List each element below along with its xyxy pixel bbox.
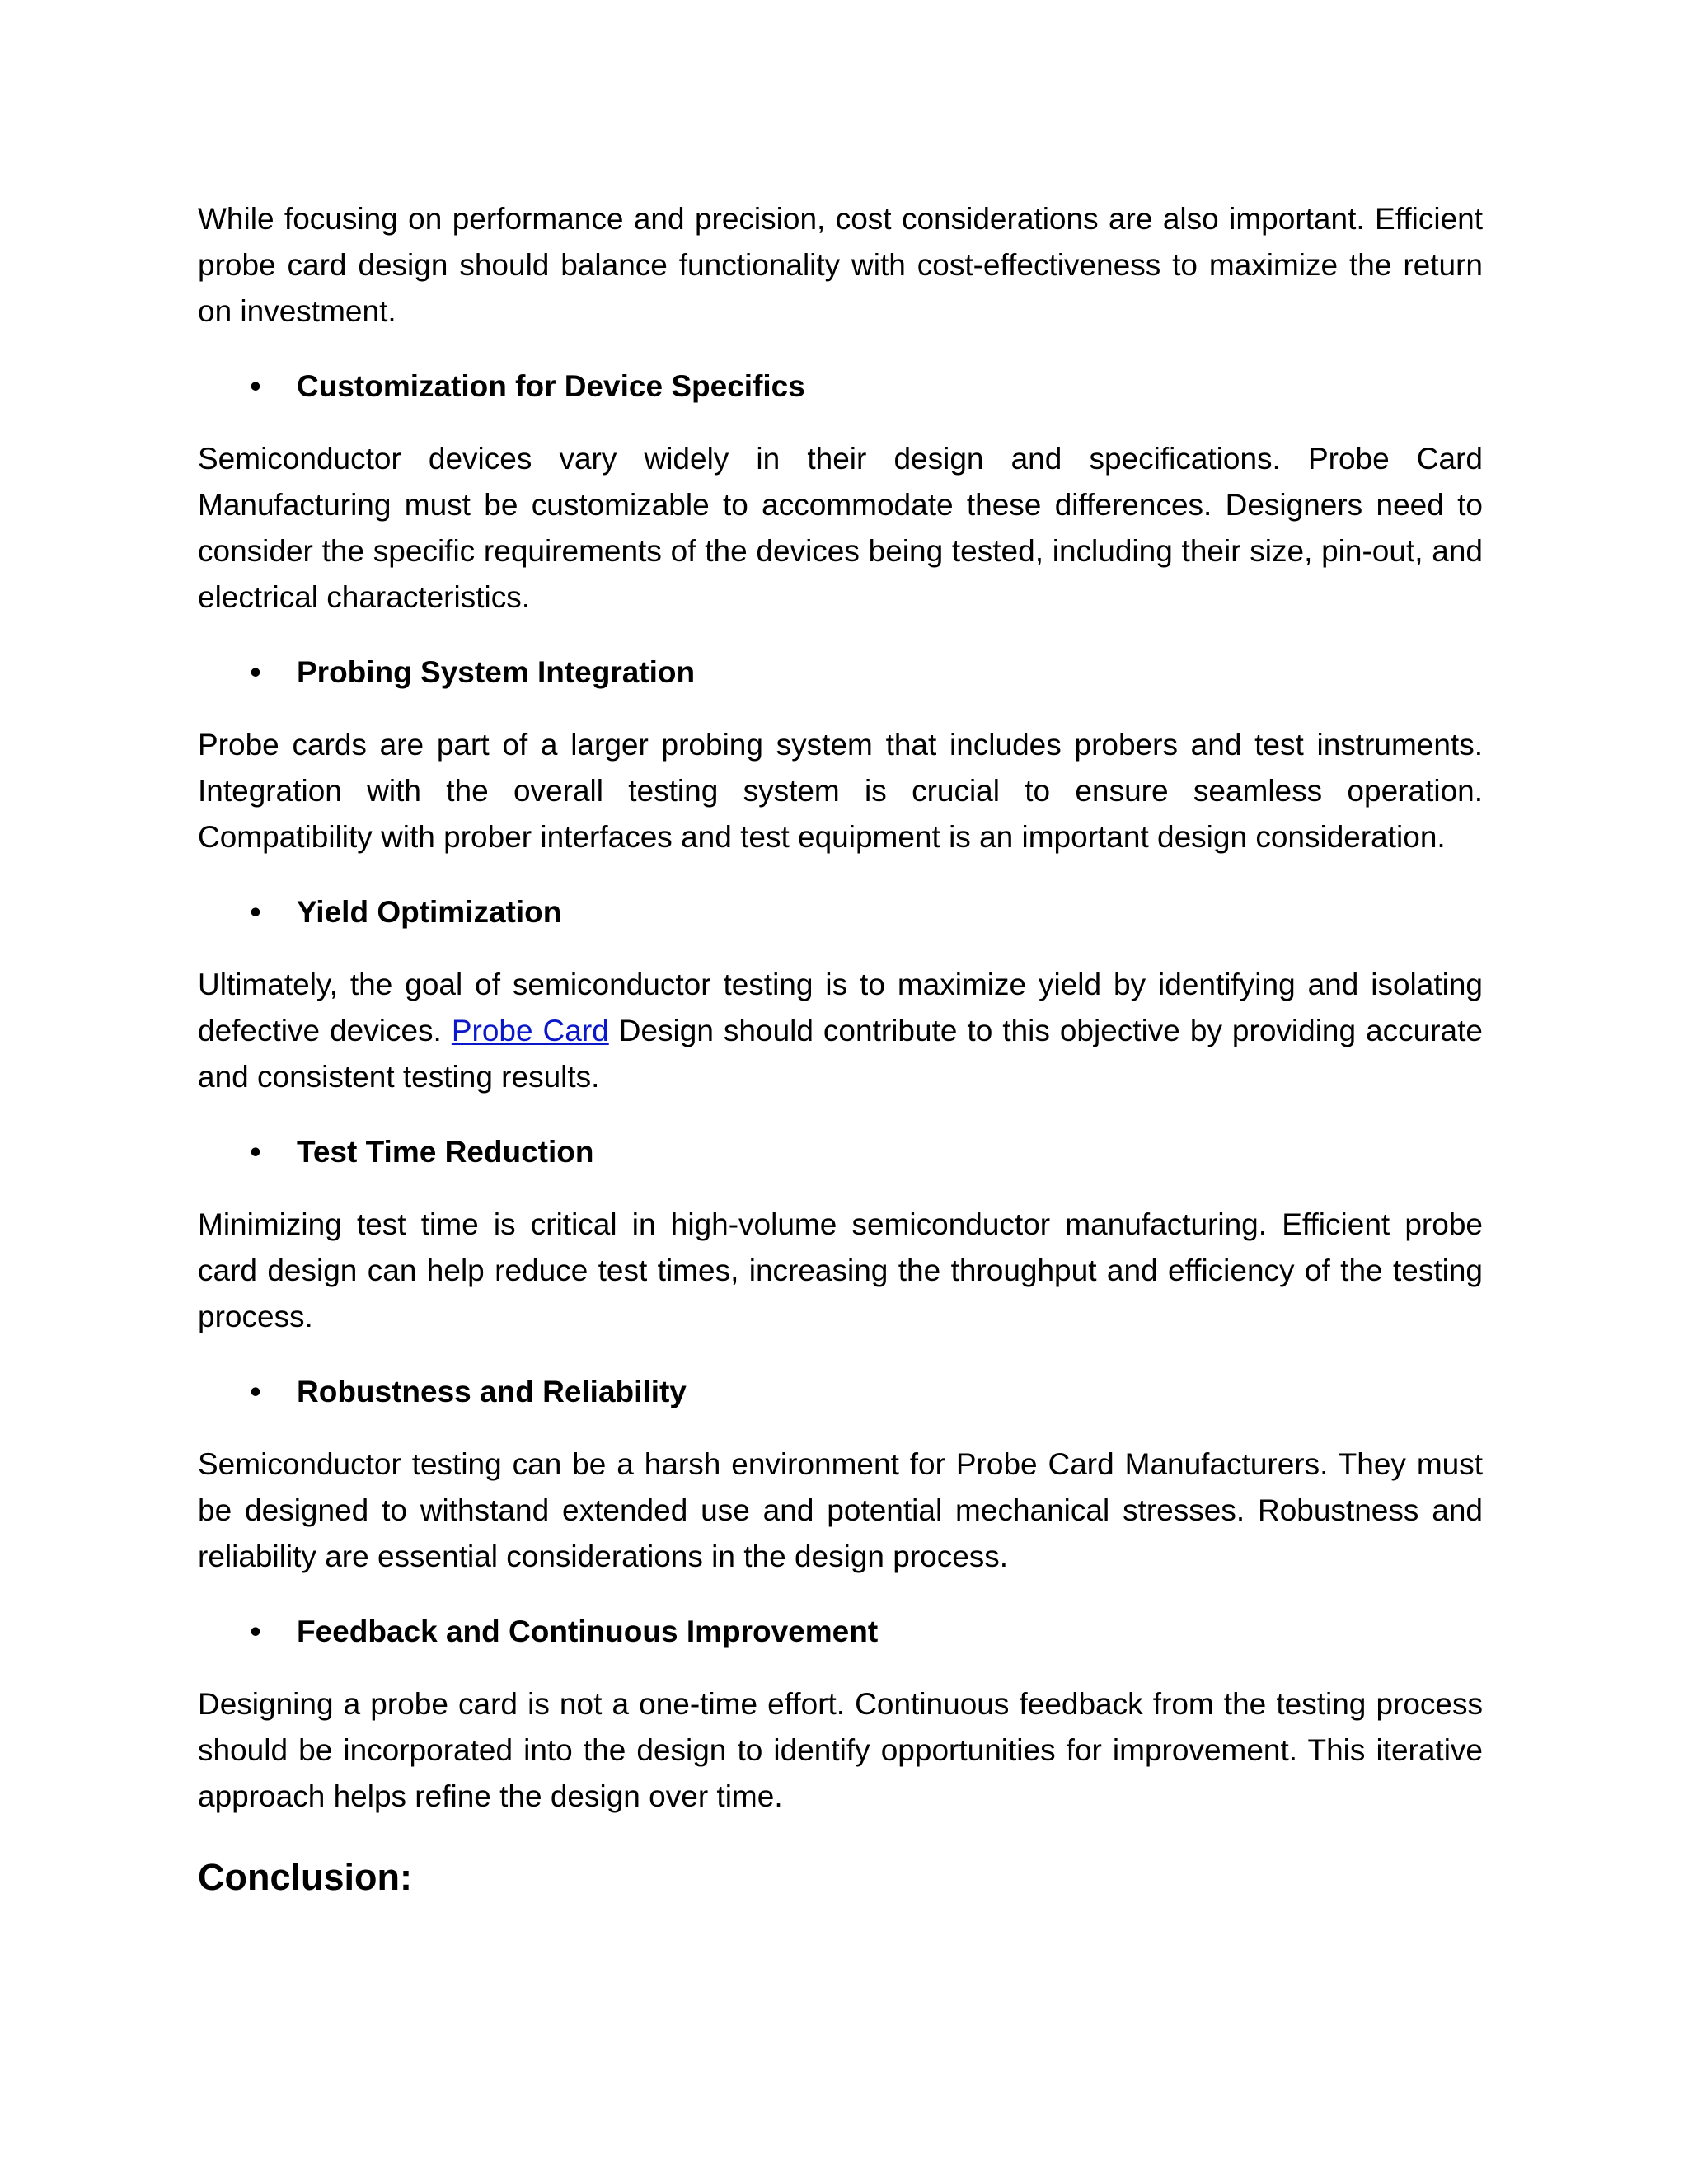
section-paragraph: Semiconductor devices vary widely in their design and specifications. Probe Card Manufacturing must be customizable to accommodate these differences. Designers need to consider the specific requirements of the devices being tested, including their size, pin-out, and electrical characteristics.	[198, 442, 1483, 614]
conclusion-heading: Conclusion:	[198, 1856, 412, 1898]
bullet-dot-icon: •	[250, 1135, 261, 1169]
bullet-heading-text: Probing System Integration	[297, 655, 696, 689]
bullet-heading-text: Robustness and Reliability	[297, 1375, 687, 1408]
bullet-heading	[198, 1609, 1483, 1655]
bullet-heading	[198, 1369, 1483, 1415]
bullet-heading-text: Yield Optimization	[297, 895, 562, 929]
bullet-heading-text: Feedback and Continuous Improvement	[297, 1615, 879, 1648]
section-paragraph: Designing a probe card is not a one-time effort. Continuous feedback from the testing process should be incorporated into the design to identify opportunities for improvement. This iterative approach helps refine the design over time.	[198, 1687, 1483, 1813]
bullet-heading	[198, 363, 1483, 410]
bullet-heading-text: Customization for Device Specifics	[297, 369, 805, 403]
intro-paragraph: While focusing on performance and precision, cost considerations are also important. Efficient probe card design should balance functionality with cost-effectiveness to maximize the return on investment.	[198, 202, 1483, 328]
bullet-dot-icon: •	[250, 1375, 261, 1408]
bullet-heading	[198, 889, 1483, 935]
bullet-heading-text: Test Time Reduction	[297, 1135, 594, 1169]
document-page	[198, 196, 1483, 1902]
paragraph-text-before-link: Ultimately, the goal of semiconductor testing is to maximize yield by identifying and isolating defective devices.	[198, 968, 1483, 1047]
section-paragraph: Semiconductor testing can be a harsh environment for Probe Card Manufacturers. They must be designed to withstand extended use and potential mechanical stresses. Robustness and reliability are essential considerations in the design process.	[198, 1447, 1483, 1573]
probe-card-link[interactable]: Probe Card	[451, 1014, 609, 1047]
paragraph-text-after-link: Design should contribute to this objective by providing accurate and consistent testing results.	[198, 1014, 1483, 1094]
bullet-dot-icon: •	[250, 655, 261, 689]
bullet-dot-icon: •	[250, 369, 261, 403]
section-paragraph: Minimizing test time is critical in high-volume semiconductor manufacturing. Efficient probe card design can help reduce test times, increasing the throughput and efficiency of the testing process.	[198, 1207, 1483, 1333]
bullet-heading	[198, 1129, 1483, 1175]
bullet-dot-icon: •	[250, 1615, 261, 1648]
bullet-dot-icon: •	[250, 895, 261, 929]
section-paragraph	[198, 962, 1483, 1100]
bullet-heading	[198, 649, 1483, 696]
section-paragraph: Probe cards are part of a larger probing system that includes probers and test instruments. Integration with the overall testing system is crucial to ensure seamless operation. Compatibility with prober interfaces and test equipment is an important design consideration.	[198, 728, 1483, 854]
